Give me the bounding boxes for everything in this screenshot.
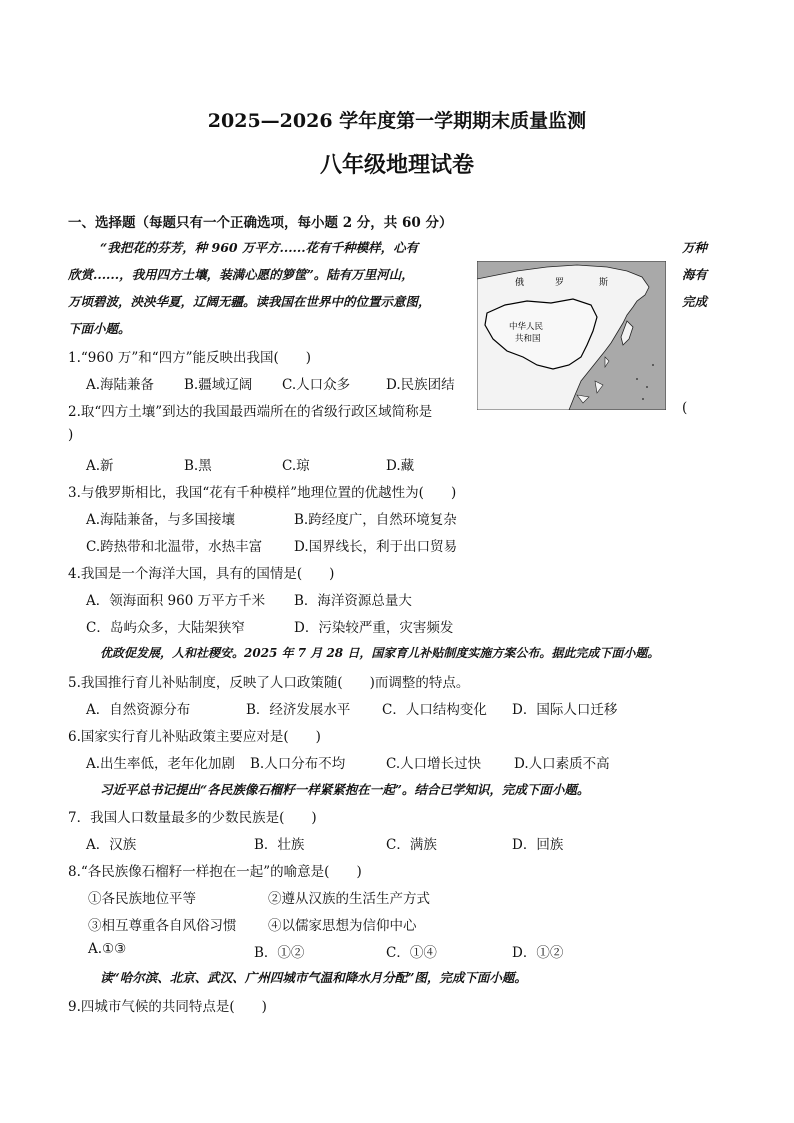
q2-option-c: C.琼 [282,458,310,474]
map-label-china-1: 中华人民 [509,322,544,332]
map-label-russia-2: 罗 [555,278,565,288]
q8-statement-1: ①各民族地位平等 [88,891,196,907]
q7-option-b: B．壮族 [254,837,305,853]
q2-paren-close: ) [68,427,74,443]
q5-option-a: A．自然资源分布 [86,702,191,718]
q5-option-b: B．经济发展水平 [246,702,351,718]
q4-stem: 4.我国是一个海洋大国，具有的国情是( ) [68,566,335,582]
q6-option-d: D.人口素质不高 [514,756,610,772]
section-heading: 一、选择题（每题只有一个正确选项，每小题 2 分，共 60 分） [68,215,453,231]
q1-option-a: A.海陆兼备 [86,377,155,393]
intro1-line4: 下面小题。 [68,321,131,336]
world-position-map [477,261,666,410]
q1-stem: 1.“960 万”和“四方”能反映出我国( ) [68,350,312,366]
q5-stem: 5.我国推行育儿补贴制度，反映了人口政策随( )而调整的特点。 [68,675,470,691]
q6-option-b: B.人口分布不均 [250,756,346,772]
q7-option-d: D．回族 [512,837,564,853]
intro1-line2: 欣赏......，我用四方土壤，装满心愿的箩筐”。陆有万里河山， [68,267,414,282]
q4-option-c: C．岛屿众多，大陆架狭窄 [86,620,245,636]
q5-option-c: C．人口结构变化 [382,702,487,718]
q4-option-b: B．海洋资源总量大 [294,593,412,609]
q2-option-d: D.藏 [386,458,415,474]
intro1-line3: 万顷碧波，泱泱华夏，辽阔无疆。读我国在世界中的位置示意图， [68,294,431,309]
q8-option-a: A.①③ [88,941,127,957]
q2-option-a: A.新 [86,458,114,474]
q3-option-d: D.国界线长，利于出口贸易 [294,539,458,555]
q6-stem: 6.国家实行育儿补贴政策主要应对是( ) [68,729,321,745]
q3-stem: 3.与俄罗斯相比，我国“花有千种模样”地理位置的优越性为( ) [68,485,457,501]
q9-stem: 9.四城市气候的共同特点是( ) [68,999,267,1015]
q8-option-c: C．①④ [386,945,437,961]
intro2-text: 优政促发展，人和社稷安。2025 年 7 月 28 日，国家育儿补贴制度实施方案公布。据此完成下面小题。 [100,646,660,660]
q2-stem: 2.取“四方土壤”到达的我国最西端所在的省级行政区域简称是 [68,404,433,420]
intro1-line1: “我把花的芬芳，种 960 万平方......花有千种模样，心有 [100,240,419,255]
q8-statement-3: ③相互尊重各自风俗习惯 [88,918,237,934]
q7-option-a: A．汉族 [86,837,137,853]
q4-option-a: A．领海面积 960 万平方千米 [86,593,266,609]
q8-statement-4: ④以儒家思想为信仰中心 [268,918,417,934]
intro4-text: 读“哈尔滨、北京、武汉、广州四城市气温和降水月分配”图，完成下面小题。 [100,970,527,985]
q7-stem: 7．我国人口数量最多的少数民族是( ) [68,810,317,826]
exam-title: 2025—2026 学年度第一学期期末质量监测 [207,110,587,132]
q3-option-b: B.跨经度广，自然环境复杂 [294,512,457,528]
q6-option-a: A.出生率低，老年化加剧 [86,756,236,772]
q1-option-c: C.人口众多 [282,377,351,393]
q1-option-b: B.疆域辽阔 [184,377,253,393]
q8-option-d: D．①② [512,945,564,961]
q7-option-c: C．满族 [386,837,437,853]
q8-statement-2: ②遵从汉族的生活生产方式 [268,891,430,907]
q3-option-a: A.海陆兼备，与多国接壤 [86,512,236,528]
exam-subtitle: 八年级地理试卷 [319,152,474,178]
intro1-line2-end: 海有 [682,267,708,282]
q1-option-d: D.民族团结 [386,377,455,393]
map-label-china-2: 共和国 [515,334,541,344]
q4-option-d: D．污染较严重，灾害频发 [294,620,454,636]
q8-stem: 8.“各民族像石榴籽一样抱在一起”的喻意是( ) [68,864,362,880]
q2-option-b: B.黑 [184,458,212,474]
map-label-russia-3: 斯 [599,278,609,288]
intro1-line3-end: 完成 [682,294,708,309]
q2-paren-open: ( [682,400,688,416]
map-label-russia-1: 俄 [515,278,525,288]
intro3-text: 习近平总书记提出“各民族像石榴籽一样紧紧抱在一起”。结合已学知识，完成下面小题。 [100,782,590,797]
q8-option-b: B．①② [254,945,305,961]
q3-option-c: C.跨热带和北温带，水热丰富 [86,539,263,555]
q6-option-c: C.人口增长过快 [386,756,482,772]
intro1-line1-end: 万种 [682,240,708,255]
q5-option-d: D．国际人口迁移 [512,702,618,718]
